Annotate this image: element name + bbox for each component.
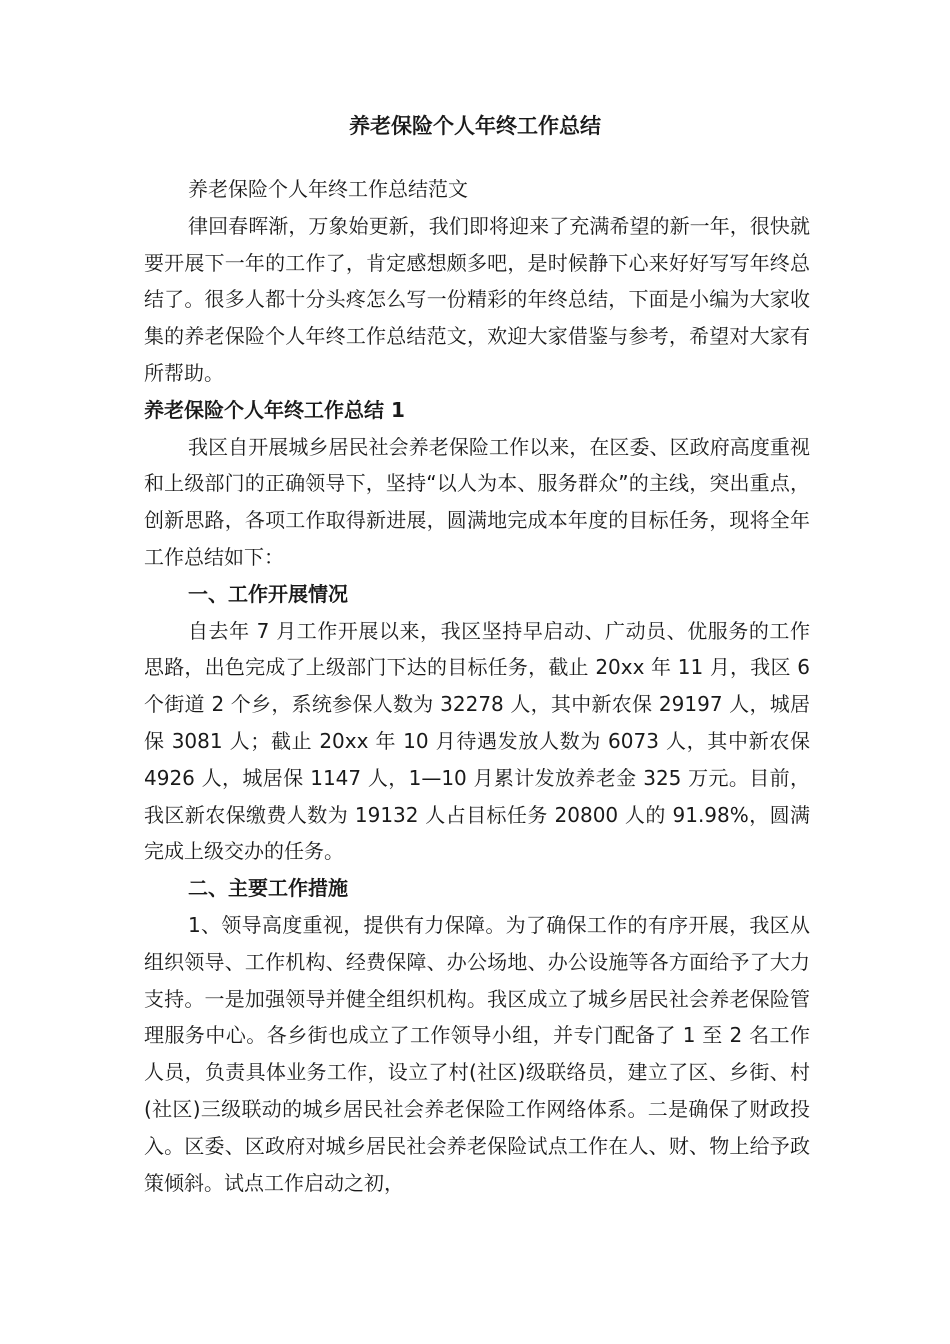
- section-title: 养老保险个人年终工作总结 1: [144, 397, 405, 422]
- overview-paragraph: 我区自开展城乡居民社会养老保险工作以来，在区委、区政府高度重视和上级部门的正确领导下，坚持“以人为本、服务群众”的主线，突出重点，创新思路，各项工作取得新进展，圆满地完成本年度的目标任务，现将全年工作总结如下：: [144, 434, 810, 569]
- subtitle-paragraph: 养老保险个人年终工作总结范文: [188, 177, 468, 201]
- document-body: [144, 171, 810, 1201]
- heading-work-progress: 一、工作开展情况: [188, 581, 348, 606]
- intro-paragraph: 律回春晖渐，万象始更新，我们即将迎来了充满希望的新一年，很快就要开展下一年的工作了，肯定感想颇多吧，是时候静下心来好好写写年终总结了。很多人都十分头疼怎么写一份精彩的年终总结，下面是小编为大家收集的养老保险个人年终工作总结范文，欢迎大家借鉴与参考，希望对大家有所帮助。: [144, 213, 810, 385]
- heading-main-measures: 二、主要工作措施: [188, 876, 348, 901]
- document-title: 养老保险个人年终工作总结: [349, 114, 601, 138]
- main-measures-paragraph: 1、领导高度重视，提供有力保障。为了确保工作的有序开展，我区从组织领导、工作机构、经费保障、办公场地、办公设施等各方面给予了大力支持。一是加强领导并健全组织机构。我区成立了城乡居民社会养老保险管理服务中心。各乡街也成立了工作领导小组，并专门配备了 1 至 2 名工作人员，负责具体业务工作，设立了村(社区)级联络员，建立了区、乡街、村(社区)三级联动的城乡居民社会养老保险工作网络体系。二是确保了财政投入。区委、区政府对城乡居民社会养老保险试点工作在人、财、物上给予政策倾斜。试点工作启动之初，: [144, 912, 810, 1195]
- work-progress-paragraph: 自去年 7 月工作开展以来，我区坚持早启动、广动员、优服务的工作思路，出色完成了上级部门下达的目标任务，截止 20xx 年 11 月，我区 6 个街道 2 个乡，系统参保人数为 32278 人，其中新农保 29197 人，城居保 3081 人；截止 20xx 年 10 月待遇发放人数为 6073 人，其中新农保 4926 人，城居保 1147 人，1—10 月累计发放养老金 325 万元。目前，我区新农保缴费人数为 19132 人占目标任务 20800 人的 91.98%，圆满完成上级交办的任务。: [144, 618, 810, 864]
